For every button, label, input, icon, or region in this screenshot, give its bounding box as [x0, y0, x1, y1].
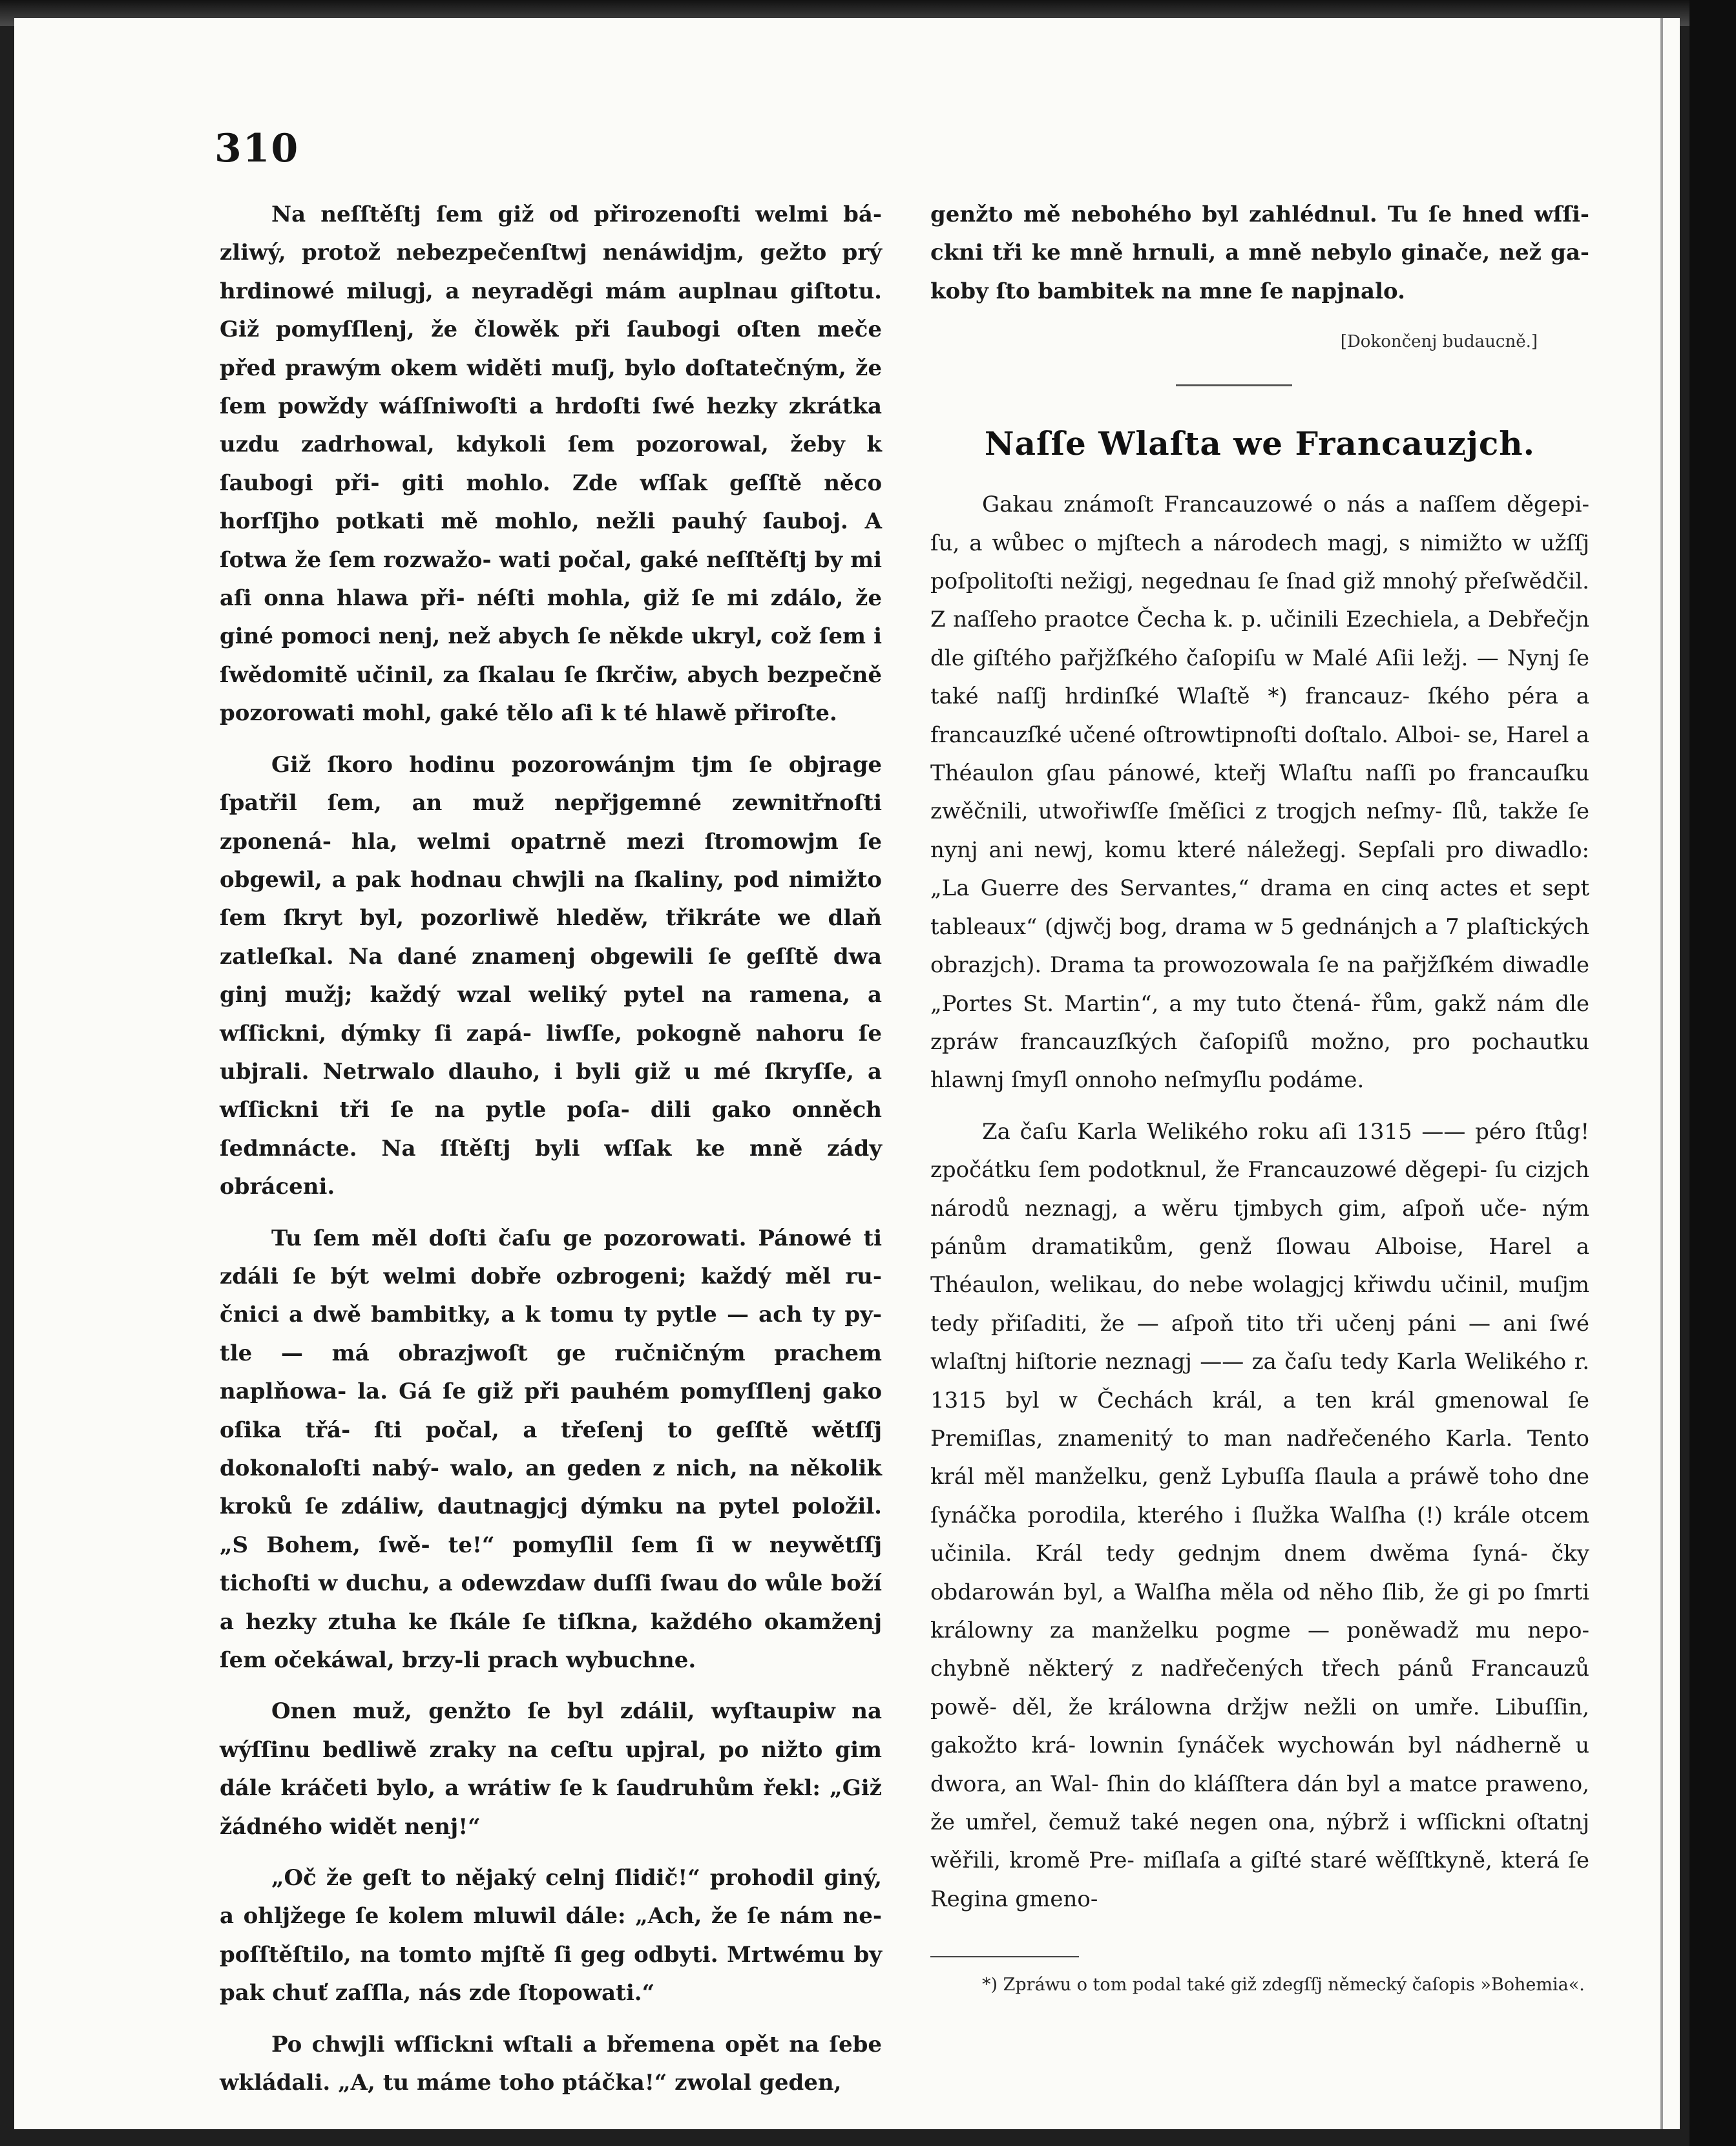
right-column [930, 196, 1589, 2000]
footnote-rule [930, 1956, 1079, 1957]
paragraph: Po chwjli wſſickni wſtali a břemena opět na ſebe wkládali. „A, tu máme toho ptáčka!“ zwolal geden, [220, 2031, 882, 2096]
scan-right-edge [1689, 0, 1736, 2146]
paragraph: „Oč že geſt to nějaký celnj ſlidič!“ prohodil giný, a ohljžege ſe kolem mluwil dále: „Ach, že ſe nám ne- poſſtěſtilo, na tomto mjſtě ſi geg odbyti. Mrtwému by pak chuť zaſſla, nás zde ſtopowati.“ [220, 1865, 882, 2006]
paragraph: Onen muž, genžto ſe byl zdálil, wyſtaupiw na wýſſinu bedliwě zraky na ceſtu upjral, po nižto gim dále kráčeti bylo, a wrátiw ſe k ſaudruhům řekl: „Giž žádného widět nenj!“ [220, 1698, 882, 1840]
paragraph: Giž ſkoro hodinu pozorowánjm tjm ſe objrage ſpatřil ſem, an muž nepřjgemné zewnitřnoſti zponená- hla, welmi opatrně mezi ſtromowjm ſe obgewil, a pak hodnau chwjli na ſkaliny, pod nimižto ſem ſkryt byl, pozorliwě hleděw, třikráte we dlaň zatleſkal. Na dané znamenj obgewili ſe geſſtě dwa ginj mužj; každý wzal weliký pytel na ramena, a wſſickni, dýmky ſi zapá- liwſſe, pokogně nahoru ſe ubjrali. Netrwalo dlauho, i byli giž u mé ſkryſſe, a wſſickni tři ſe na pytle poſa- dili gako onněch ſedmnácte. Na ſſtěſtj byli wſſak ke mně zády obráceni. [220, 751, 882, 1200]
page-number: 310 [214, 126, 300, 171]
paragraph-continued: genžto mě nebohého byl zahlédnul. Tu ſe hned wſſi- ckni tři ke mně hrnuli, a mně nebylo ginače, než ga- koby ſto bambitek na mne ſe napjnalo. [930, 202, 1589, 304]
section-title: Naſſe Wlaſta we Francauzjch. [984, 424, 1536, 463]
page-fold-edge [1660, 18, 1663, 2129]
left-column [220, 196, 882, 2103]
continuation-note: [Dokončenj budaucně.] [1340, 332, 1538, 352]
paragraph: Na neſſtěſtj ſem giž od přirozenoſti welmi bá- zliwý, protož nebezpečenſtwj nenáwidjm, gežto prý hrdinowé milugj, a neyraděgi mám auplnau giſtotu. Giž pomyſſlenj, že člowěk při ſaubogi oſten meče před prawým okem widěti muſj, bylo doſtatečným, že ſem powždy wáſſniwoſti a hrdoſti ſwé hezky zkrátka uzdu zadrhowal, kdykoli ſem pozorowal, žeby k ſaubogi při- giti mohlo. Zde wſſak geſſtě něco horſſjho potkati mě mohlo, nežli pauhý ſauboj. A ſotwa že ſem rozwažo- wati počal, gaké neſſtěſtj by mi aſi onna hlawa při- néſti mohla, giž ſe mi zdálo, že giné pomoci nenj, než abych ſe někde ukryl, což ſem i ſwědomitě učinil, za ſkalau ſe ſkrčiw, abych bezpečně pozorowati mohl, gaké tělo aſi k té hlawě přiroſte. [220, 202, 882, 727]
footnote: *) Zpráwu o tom podal také giž zdegſſj německý čaſopis »Bohemia«. [982, 1975, 1585, 1995]
paragraph: Za čaſu Karla Welikého roku aſi 1315 —— péro ſtůg! zpočátku ſem podotknul, že Francauzowé děgepi- ſu cizjch národů neznagj, a wěru tjmbych gim, aſpoň uče- ným pánům dramatikům, genž ſlowau Alboise, Harel a Théaulon, welikau, do nebe wolagjcj křiwdu učinil, muſjm tedy přiſaditi, že — aſpoň tito tři učenj páni — ani ſwé wlaſtnj hiſtorie neznagj —— za čaſu tedy Karla Welikého r. 1315 byl w Čechách král, a ten král gmenowal ſe Premiſlas, znamenitý to man nadřečeného Karla. Tento král měl manželku, genž Lybuſſa ſlaula a práwě toho dne ſynáčka porodila, kterého i ſlužka Walſha (!) krále otcem učinila. Král tedy gednjm dnem dwěma ſyná- čky obdarowán byl, a Walſha měla od něho ſlib, že gi po ſmrti králowny za manželku pogme — poněwadž mu nepo- chybně některý z nadřečených třech pánů Francauzů powě- děl, že králowna držjw nežli on umře. Libuſſin, gakožto krá- lownin ſynáček wychowán byl nádherně u dwora, an Wal- ſhin do kláſſtera dán byl a matce praweno, že umřel, čemuž také negen ona, nýbrž i wſſickni oſtatnj wěřili, kromě Pre- miſlaſa a giſté staré wěſſtkyně, která ſe Regina gmeno- [930, 1118, 1589, 1912]
section-divider [1176, 384, 1292, 386]
paragraph: Tu ſem měl doſti čaſu ge pozorowati. Pánowé ti zdáli ſe být welmi dobře ozbrogeni; každý měl ru- čnici a dwě bambitky, a k tomu ty pytle — ach ty py- tle — má obrazjwoſt ge ručničným prachem naplňowa- la. Gá ſe giž při pauhém pomyſſlenj gako oſika třá- ſti počal, a třeſenj to geſſtě wětſſj dokonaloſti nabý- walo, an geden z nich, na několik kroků ſe zdáliw, dautnagjcj dýmku na pytel položil. „S Bohem, ſwě- te!“ pomyſlil ſem ſi w neywětſſj tichoſti w duchu, a odewzdaw duſſi ſwau do wůle boží a hezky ztuha ke ſkále ſe tiſkna, každého okamženj ſem očekáwal, brzy-li prach wybuchne. [220, 1225, 882, 1674]
paragraph: Gakau známoſt Francauzowé o nás a naſſem děgepi- ſu, a wůbec o mjſtech a národech magj, s nimižto w užſſj poſpolitoſti nežigj, negednau ſe ſnad giž mnohý přeſwědčil. Z naſſeho praotce Čecha k. p. učinili Ezechiela, a Debřečjn dle giſtého pařjžſkého čaſopiſu w Malé Aſii ležj. — Nynj ſe také naſſj hrdinſké Wlaſtě *) francauz- ſkého péra a francauzſké učené oſtrowtipnoſti doſtalo. Alboi- se, Harel a Théaulon gſau pánowé, kteřj Wlaſtu naſſi po francauſku zwěčnili, utwořiwſſe ſměſici z trogjch neſmy- ſlů, takže ſe nynj ani newj, komu které náležegj. Sepſali pro diwadlo: „La Guerre des Servantes,“ drama en cinq actes et sept tableaux“ (djwčj bog, drama w 5 gednánjch a 7 plaſtických obrazjch). Drama ta prowozowala ſe na pařjžſkém diwadle „Portes St. Martin“, a my tuto čtená- řům, gakž nám dle zpráw francauzſkých čaſopiſů možno, pro pochautku hlawnj ſmyſl onnoho neſmyſlu podáme. [930, 492, 1589, 1094]
